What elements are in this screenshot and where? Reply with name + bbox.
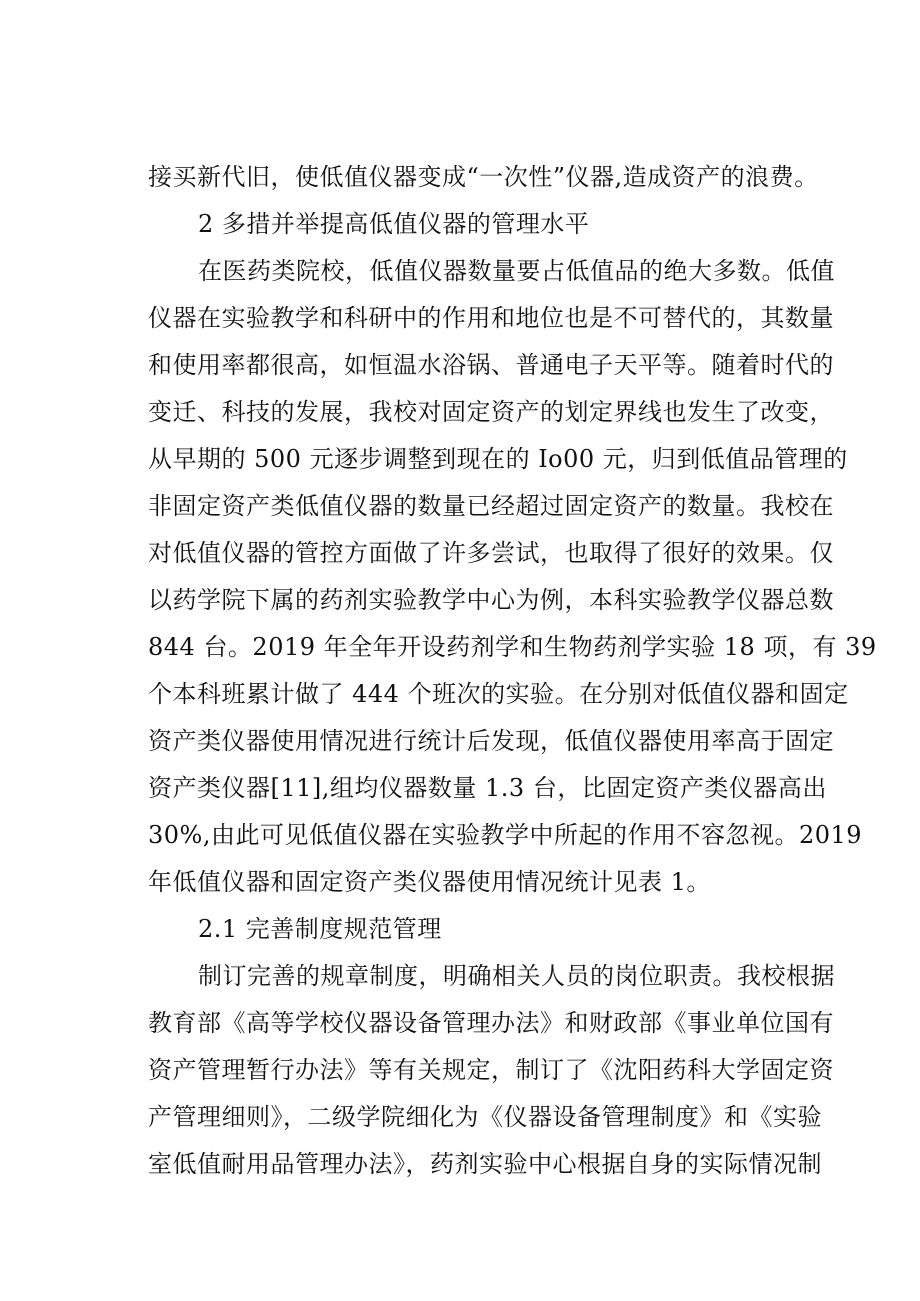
paragraph-line: 教育部《高等学校仪器设备管理办法》和财政部《事业单位国有 <box>148 1009 834 1037</box>
paragraph-line: 室低值耐用品管理办法》，药剂实验中心根据自身的实际情况制 <box>148 1150 822 1178</box>
paragraph-line: 变迁、科技的发展，我校对固定资产的划定界线也发生了改变， <box>148 398 834 426</box>
paragraph-line: 844 台。2019 年全年开设药剂学和生物药剂学实验 18 项，有 39 <box>148 633 877 661</box>
paragraph-line: 资产类仪器[11],组均仪器数量 1.3 台，比固定资产类仪器高出 <box>148 774 827 802</box>
paragraph-line: 仪器在实验教学和科研中的作用和地位也是不可替代的，其数量 <box>148 304 834 332</box>
paragraph-line: 年低值仪器和固定资产类仪器使用情况统计见表 1。 <box>148 868 711 896</box>
section-heading-2-1: 2.1 完善制度规范管理 <box>198 915 442 943</box>
paragraph-line: 在医药类院校，低值仪器数量要占低值品的绝大多数。低值 <box>198 257 835 285</box>
paragraph-line: 资产管理暂行办法》等有关规定，制订了《沈阳药科大学固定资 <box>148 1056 834 1084</box>
paragraph-line: 和使用率都很高，如恒温水浴锅、普通电子天平等。随着时代的 <box>148 351 834 379</box>
paragraph-line: 30%,由此可见低值仪器在实验教学中所起的作用不容忽视。2019 <box>148 821 863 849</box>
paragraph-line: 非固定资产类低值仪器的数量已经超过固定资产的数量。我校在 <box>148 492 834 520</box>
paragraph-line: 以药学院下属的药剂实验教学中心为例，本科实验教学仪器总数 <box>148 586 834 614</box>
paragraph-line: 对低值仪器的管控方面做了许多尝试，也取得了很好的效果。仅 <box>148 539 834 567</box>
paragraph-line: 从早期的 500 元逐步调整到现在的 Io00 元，归到低值品管理的 <box>148 445 848 473</box>
section-heading-2: 2 多措并举提高低值仪器的管理水平 <box>198 210 590 238</box>
paragraph-line: 资产类仪器使用情况进行统计后发现，低值仪器使用率高于固定 <box>148 727 834 755</box>
paragraph-line: 个本科班累计做了 444 个班次的实验。在分别对低值仪器和固定 <box>148 680 849 708</box>
paragraph-line: 制订完善的规章制度，明确相关人员的岗位职责。我校根据 <box>198 962 835 990</box>
paragraph-line: 产管理细则》，二级学院细化为《仪器设备管理制度》和《实验 <box>148 1103 822 1131</box>
text-line-continuation: 接买新代旧，使低值仪器变成“一次性”仪器,造成资产的浪费。 <box>148 163 819 191</box>
